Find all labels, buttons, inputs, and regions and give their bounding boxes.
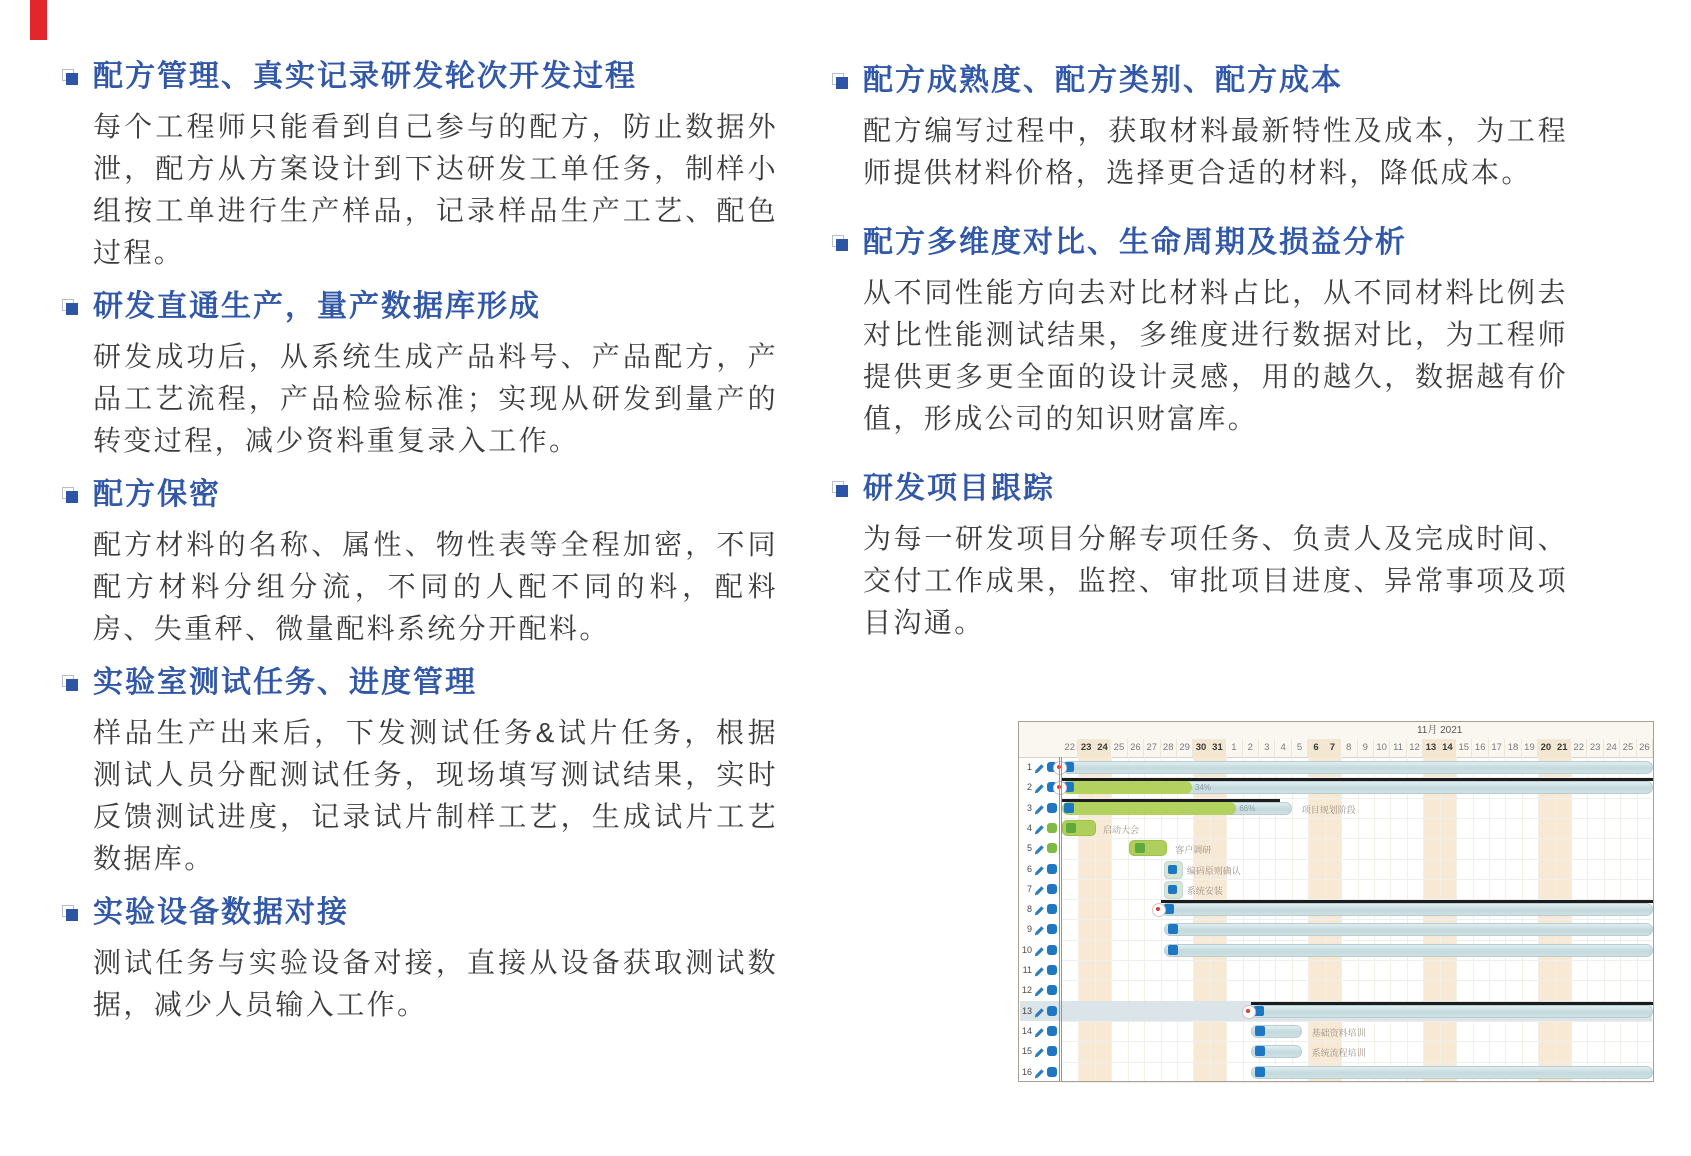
section-heading: 配方保密	[93, 478, 221, 511]
day-header-cell: 20	[1538, 739, 1554, 757]
bullet-square-icon	[832, 73, 850, 91]
day-header-cell: 23	[1587, 739, 1603, 757]
row-number: 14	[1021, 1025, 1032, 1036]
edit-pencil-icon[interactable]	[1034, 984, 1045, 995]
bullet-fill	[66, 303, 78, 315]
row-separator	[1062, 980, 1652, 981]
task-type-icon[interactable]	[1047, 843, 1057, 853]
section-heading: 实验室测试任务、进度管理	[93, 666, 477, 699]
row-separator	[1062, 1041, 1652, 1042]
day-header-cell: 15	[1456, 739, 1472, 757]
task-type-icon[interactable]	[1047, 823, 1057, 833]
day-header-cell: 18	[1505, 739, 1521, 757]
bullet-fill	[836, 239, 848, 251]
edit-pencil-icon[interactable]	[1034, 781, 1045, 792]
day-header-cell: 27	[1144, 739, 1160, 757]
bullet-fill	[836, 77, 848, 89]
edit-pencil-icon[interactable]	[1034, 863, 1045, 874]
section-heading-row	[62, 58, 784, 96]
bullet-square-icon	[832, 481, 850, 499]
bullet-fill	[836, 485, 848, 497]
row-number: 15	[1021, 1046, 1032, 1057]
day-header-cell: 3	[1259, 739, 1275, 757]
feature-section	[62, 476, 784, 650]
status-marker-icon	[1152, 903, 1166, 917]
day-header-cell: 26	[1128, 739, 1144, 757]
feature-section	[832, 470, 1572, 644]
day-header-cell: 14	[1440, 739, 1456, 757]
day-header-cell: 13	[1423, 739, 1439, 757]
bullet-fill	[66, 679, 78, 691]
day-header-cell: 29	[1177, 739, 1193, 757]
progress-percent: 66%	[1239, 803, 1256, 813]
row-number: 10	[1021, 944, 1032, 955]
task-type-icon[interactable]	[1047, 1026, 1057, 1036]
task-label: 系统安装	[1186, 885, 1223, 896]
section-body: 从不同性能方向去对比材料占比，从不同材料比例去对比性能测试结果，多维度进行数据对比，为工程师提供更多更全面的设计灵感，用的越久，数据越有价值，形成公司的知识财富库。	[863, 277, 1568, 434]
day-header-cell: 8	[1341, 739, 1357, 757]
day-header-cell: 17	[1489, 739, 1505, 757]
edit-pencil-icon[interactable]	[1034, 923, 1045, 934]
section-heading-row	[832, 62, 1572, 100]
month-label: 11月 2021	[1416, 725, 1463, 736]
edit-pencil-icon[interactable]	[1034, 964, 1045, 975]
section-heading-row	[62, 476, 784, 514]
task-label: 客户调研	[1175, 845, 1212, 856]
row-number: 13	[1021, 1005, 1032, 1016]
progress-percent: 34%	[1195, 783, 1212, 793]
left-column	[62, 58, 784, 1040]
task-bar[interactable]	[1251, 1066, 1653, 1079]
task-start-square	[1168, 924, 1178, 934]
section-heading: 配方多维度对比、生命周期及损益分析	[863, 226, 1407, 259]
task-start-square	[1066, 823, 1076, 833]
row-number: 3	[1026, 802, 1032, 813]
day-header-cell: 26	[1637, 739, 1653, 757]
day-header-cell: 5	[1292, 739, 1308, 757]
right-column	[832, 62, 1572, 674]
day-header-cell: 10	[1374, 739, 1390, 757]
bullet-square-icon	[62, 69, 80, 87]
day-header-cell: 25	[1111, 739, 1127, 757]
edit-pencil-icon[interactable]	[1034, 802, 1045, 813]
edit-pencil-icon[interactable]	[1034, 822, 1045, 833]
day-header-cell: 9	[1358, 739, 1374, 757]
section-body: 配方编写过程中，获取材料最新特性及成本，为工程师提供材料价格，选择更合适的材料，降低成本。	[863, 115, 1568, 188]
bullet-square-icon	[832, 235, 850, 253]
task-type-icon[interactable]	[1047, 945, 1057, 955]
bullet-square-icon	[62, 905, 80, 923]
section-body: 配方材料的名称、属性、物性表等全程加密，不同配方材料分组分流，不同的人配不同的料，配料房、失重秤、微量配料系统分开配料。	[93, 529, 778, 644]
row-number: 9	[1026, 924, 1032, 935]
task-start-square	[1255, 1026, 1265, 1036]
day-header-cell: 31	[1210, 739, 1226, 757]
section-body: 为每一研发项目分解专项任务、负责人及完成时间、交付工作成果，监控、审批项目进度、异常事项及项目沟通。	[863, 523, 1568, 638]
bullet-fill	[66, 909, 78, 921]
row-separator	[1062, 818, 1652, 819]
row-number: 11	[1022, 965, 1032, 975]
day-header-cell: 30	[1193, 739, 1209, 757]
section-heading-row	[832, 224, 1572, 262]
task-type-icon[interactable]	[1047, 1046, 1057, 1056]
day-header-cell: 12	[1407, 739, 1423, 757]
task-type-icon[interactable]	[1047, 985, 1057, 995]
feature-section	[62, 664, 784, 880]
task-label: 系统流程培训	[1311, 1048, 1366, 1059]
section-body: 研发成功后，从系统生成产品料号、产品配方，产品工艺流程，产品检验标准；实现从研发到量产的转变过程，减少资料重复录入工作。	[93, 341, 778, 456]
task-bar[interactable]	[1164, 923, 1653, 936]
row-number: 2	[1026, 782, 1032, 793]
row-separator	[1062, 1062, 1652, 1063]
edit-pencil-icon[interactable]	[1034, 1066, 1045, 1077]
task-start-square	[1168, 945, 1178, 955]
edit-pencil-icon[interactable]	[1034, 1045, 1045, 1056]
bullet-square-icon	[62, 675, 80, 693]
bullet-fill	[66, 491, 78, 503]
edit-pencil-icon[interactable]	[1034, 1005, 1045, 1016]
row-separator	[1062, 859, 1652, 860]
day-header-cell: 19	[1522, 739, 1538, 757]
day-header-cell: 6	[1308, 739, 1324, 757]
task-progress-bar	[1062, 802, 1236, 815]
row-number: 5	[1026, 843, 1032, 854]
section-heading: 配方管理、真实记录研发轮次开发过程	[93, 60, 637, 93]
status-marker-icon	[1242, 1005, 1256, 1019]
row-separator	[1062, 879, 1652, 880]
section-heading-row	[832, 470, 1572, 508]
row-number: 16	[1021, 1066, 1032, 1077]
row-separator	[1062, 1082, 1652, 1083]
task-type-icon[interactable]	[1047, 965, 1057, 975]
day-header-cell: 1	[1226, 739, 1242, 757]
section-body: 样品生产出来后，下发测试任务&试片任务，根据测试人员分配测试任务，现场填写测试结果，实时反馈测试进度，记录试片制样工艺，生成试片工艺数据库。	[93, 717, 778, 874]
day-header-cell: 21	[1555, 739, 1571, 757]
section-heading-row	[62, 288, 784, 326]
milestone-icon[interactable]	[1164, 881, 1183, 899]
task-bar[interactable]	[1161, 903, 1654, 916]
section-heading-row	[62, 894, 784, 932]
row-number: 8	[1026, 904, 1032, 915]
section-heading: 实验设备数据对接	[93, 896, 349, 929]
edit-pencil-icon[interactable]	[1034, 842, 1045, 853]
feature-section	[62, 894, 784, 1026]
row-number: 4	[1026, 822, 1032, 833]
section-heading: 研发项目跟踪	[863, 472, 1055, 505]
section-heading: 研发直通生产，量产数据库形成	[93, 290, 541, 323]
task-type-icon[interactable]	[1047, 924, 1057, 934]
row-number: 6	[1026, 863, 1032, 874]
task-progress-bar	[1062, 781, 1192, 794]
bullet-square-icon	[62, 299, 80, 317]
bullet-fill	[66, 73, 78, 85]
task-type-icon[interactable]	[1047, 864, 1057, 874]
task-type-icon[interactable]	[1047, 1006, 1057, 1016]
task-label: 编码原则确认	[1186, 865, 1241, 876]
edit-pencil-icon[interactable]	[1034, 1025, 1045, 1036]
day-header-cell: 22	[1571, 739, 1587, 757]
row-separator	[1062, 838, 1652, 839]
row-separator	[1062, 940, 1652, 941]
red-accent-bar	[30, 0, 47, 40]
day-header-cell: 24	[1604, 739, 1620, 757]
feature-section	[62, 58, 784, 274]
day-header-cell: 23	[1078, 739, 1094, 757]
feature-section	[832, 62, 1572, 194]
feature-section	[832, 224, 1572, 440]
day-header-cell: 2	[1243, 739, 1259, 757]
day-header-cell: 22	[1062, 739, 1078, 757]
task-bar[interactable]	[1164, 944, 1653, 957]
task-bar[interactable]	[1062, 761, 1653, 774]
edit-pencil-icon[interactable]	[1034, 883, 1045, 894]
task-start-square	[1255, 1067, 1265, 1077]
task-label: 启动大会	[1103, 824, 1140, 835]
row-separator	[1062, 919, 1652, 920]
feature-section	[62, 288, 784, 462]
edit-pencil-icon[interactable]	[1034, 944, 1045, 955]
task-type-icon[interactable]	[1047, 803, 1057, 813]
day-header-cell: 24	[1095, 739, 1111, 757]
day-header-cell: 28	[1161, 739, 1177, 757]
section-heading: 配方成熟度、配方类别、配方成本	[863, 64, 1343, 97]
row-separator	[1062, 1021, 1652, 1022]
task-start-square	[1164, 904, 1174, 914]
row-separator	[1062, 960, 1652, 961]
task-start-square	[1135, 843, 1145, 853]
task-start-square	[1255, 1046, 1265, 1056]
section-heading-row	[62, 664, 784, 702]
task-start-square	[1064, 803, 1074, 813]
section-body: 每个工程师只能看到自己参与的配方，防止数据外泄，配方从方案设计到下达研发工单任务，制样小组按工单进行生产样品，记录样品生产工艺、配色过程。	[93, 111, 778, 268]
day-header-cell: 25	[1620, 739, 1636, 757]
day-header-cell: 16	[1473, 739, 1489, 757]
task-type-icon[interactable]	[1047, 884, 1057, 894]
day-header-cell: 7	[1325, 739, 1341, 757]
task-type-icon[interactable]	[1047, 904, 1057, 914]
gantt-header	[1019, 722, 1653, 758]
edit-pencil-icon[interactable]	[1034, 761, 1045, 772]
bullet-square-icon	[62, 487, 80, 505]
task-type-icon[interactable]	[1047, 1067, 1057, 1077]
task-label: 基础资料培训	[1311, 1027, 1366, 1038]
status-marker-icon	[1053, 761, 1067, 775]
row-number: 12	[1021, 985, 1032, 996]
day-header-cell: 4	[1275, 739, 1291, 757]
day-header-cell: 11	[1390, 739, 1406, 757]
task-start-square	[1254, 1006, 1264, 1016]
row-number: 1	[1026, 762, 1032, 772]
row-number: 7	[1026, 883, 1032, 894]
milestone-square	[1168, 885, 1177, 894]
milestone-icon[interactable]	[1164, 861, 1183, 879]
task-bar[interactable]	[1251, 1005, 1653, 1018]
edit-pencil-icon[interactable]	[1034, 903, 1045, 914]
milestone-square	[1168, 865, 1177, 874]
section-body: 测试任务与实验设备对接，直接从设备获取测试数据，减少人员输入工作。	[93, 947, 778, 1020]
gantt-chart-image	[1018, 721, 1654, 1082]
task-label: 项目规划阶段	[1301, 804, 1356, 815]
